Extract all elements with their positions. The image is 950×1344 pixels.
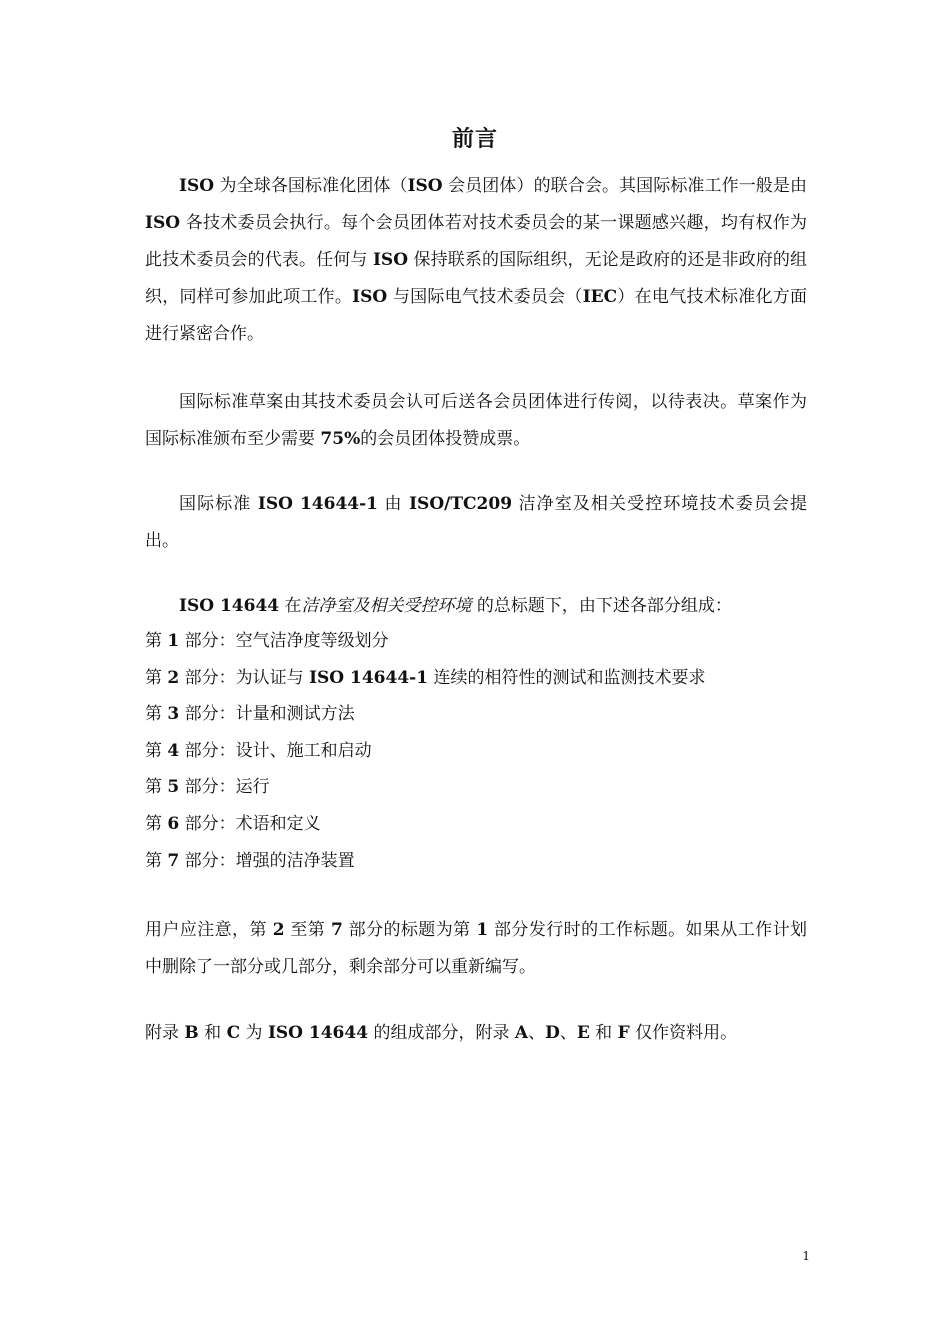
list-item (145, 660, 807, 697)
text: 由 (378, 494, 410, 514)
text: 部分：计量和测试方法 (179, 704, 355, 725)
text: 在 (279, 596, 302, 616)
text: 国际标准 (179, 494, 258, 514)
part-number: 1 (167, 631, 180, 651)
text-iso: ISO (145, 213, 181, 233)
part-number: 3 (167, 704, 180, 725)
text: 第 (145, 813, 168, 834)
text: 会员团体）的联合会。其国际标准工作一般是由 (442, 176, 807, 196)
text: 第 (145, 704, 168, 725)
text: 部分：术语和定义 (179, 813, 321, 834)
paragraph-user-note (145, 912, 807, 986)
list-item (145, 769, 807, 806)
text: 第 (145, 631, 168, 651)
text-standard: ISO 14644-1 (257, 494, 378, 514)
text: 第 (145, 740, 168, 761)
list-item (145, 623, 807, 660)
annex-letter: E (576, 1023, 590, 1043)
text: 、 (559, 1023, 577, 1043)
list-item (145, 806, 807, 843)
text: 国际标准草案由其技术委员会认可后送各会员团体进行传阅，以待表决。草案作为国际标准颁布至少需要 (145, 392, 807, 449)
text: 为 (240, 1023, 268, 1043)
annex-letter: F (617, 1023, 630, 1043)
text: 的会员团体投赞成票。 (360, 429, 531, 449)
text: 、 (528, 1023, 546, 1043)
page-number: 1 (802, 1249, 810, 1263)
text: ）在电气技术标准化方面进行紧密合作。 (145, 287, 808, 344)
text: 部分发行时的工作标题。如果从工作计划中删除了一部分或几部分，剩余部分可以重新编写。 (145, 920, 808, 977)
text: 用户应注意，第 (145, 920, 273, 940)
text: 至第 (284, 920, 331, 940)
text: 与国际电气技术委员会（ (387, 287, 583, 307)
text: 部分：增强的洁净装置 (179, 850, 355, 871)
text: 第 (145, 667, 168, 688)
part-number: 6 (167, 813, 180, 834)
parts-list (145, 623, 807, 879)
text: 部分：设计、施工和启动 (179, 740, 372, 761)
text-standard: ISO 14644-1 (309, 667, 429, 688)
text-iec: IEC (582, 287, 618, 307)
part-number: 4 (167, 740, 180, 761)
text: 第 (145, 850, 168, 871)
text: 第 (145, 777, 168, 798)
text: 仅作资料用。 (629, 1023, 738, 1043)
part-number: 7 (331, 920, 343, 940)
text-standard: ISO 14644 (267, 1023, 369, 1043)
text-iso: ISO (407, 176, 443, 196)
page-title: 前言 (451, 127, 498, 152)
text: 和 (589, 1023, 618, 1043)
paragraph-annexes (145, 1015, 807, 1052)
part-number: 7 (167, 850, 180, 871)
text-committee: ISO/TC209 (409, 494, 513, 514)
text: 的组成部分，附录 (368, 1023, 515, 1043)
annex-letter: D (545, 1023, 560, 1043)
annex-letter: B (184, 1023, 199, 1043)
text: 连续的相符性的测试和监测技术要求 (428, 667, 706, 688)
part-number: 1 (476, 920, 489, 940)
list-item (145, 843, 807, 880)
paragraph-draft-voting (145, 384, 807, 458)
text-percent: 75% (320, 429, 361, 449)
text-italic-title: 洁净室及相关受控环境 (301, 596, 472, 616)
text: 洁净室及相关受控环境技术委员会提出。 (145, 494, 808, 551)
list-item (145, 733, 807, 770)
part-number: 5 (167, 777, 180, 798)
text: 附录 (145, 1023, 185, 1043)
text: 和 (198, 1023, 227, 1043)
part-number: 2 (272, 920, 285, 940)
text: 各技术委员会执行。每个会员团体若对技术委员会的某一课题感兴趣，均有权作为此技术委员会的代表。任何与 (145, 213, 807, 270)
text: 部分：空气洁净度等级划分 (179, 631, 389, 651)
text: 部分的标题为第 (342, 920, 477, 940)
text: 部分：运行 (179, 777, 270, 798)
text: 的总标题下，由下述各部分组成： (471, 596, 732, 616)
text: 为全球各国标准化团体（ (214, 176, 408, 196)
text: 保持联系的国际组织，无论是政府的还是非政府的组织，同样可参加此项工作。 (145, 250, 808, 307)
paragraph-iso-intro (145, 168, 807, 353)
annex-letter: A (514, 1023, 529, 1043)
text: 部分：为认证与 (179, 667, 310, 688)
annex-letter: C (226, 1023, 241, 1043)
text-iso: ISO (372, 250, 409, 270)
text-iso: ISO (179, 176, 215, 196)
part-number: 2 (167, 667, 180, 688)
paragraph-standard-origin (145, 486, 807, 560)
paragraph-parts-intro (145, 588, 807, 625)
text-iso: ISO (352, 287, 388, 307)
text-standard: ISO 14644 (179, 596, 280, 616)
list-item (145, 696, 807, 733)
